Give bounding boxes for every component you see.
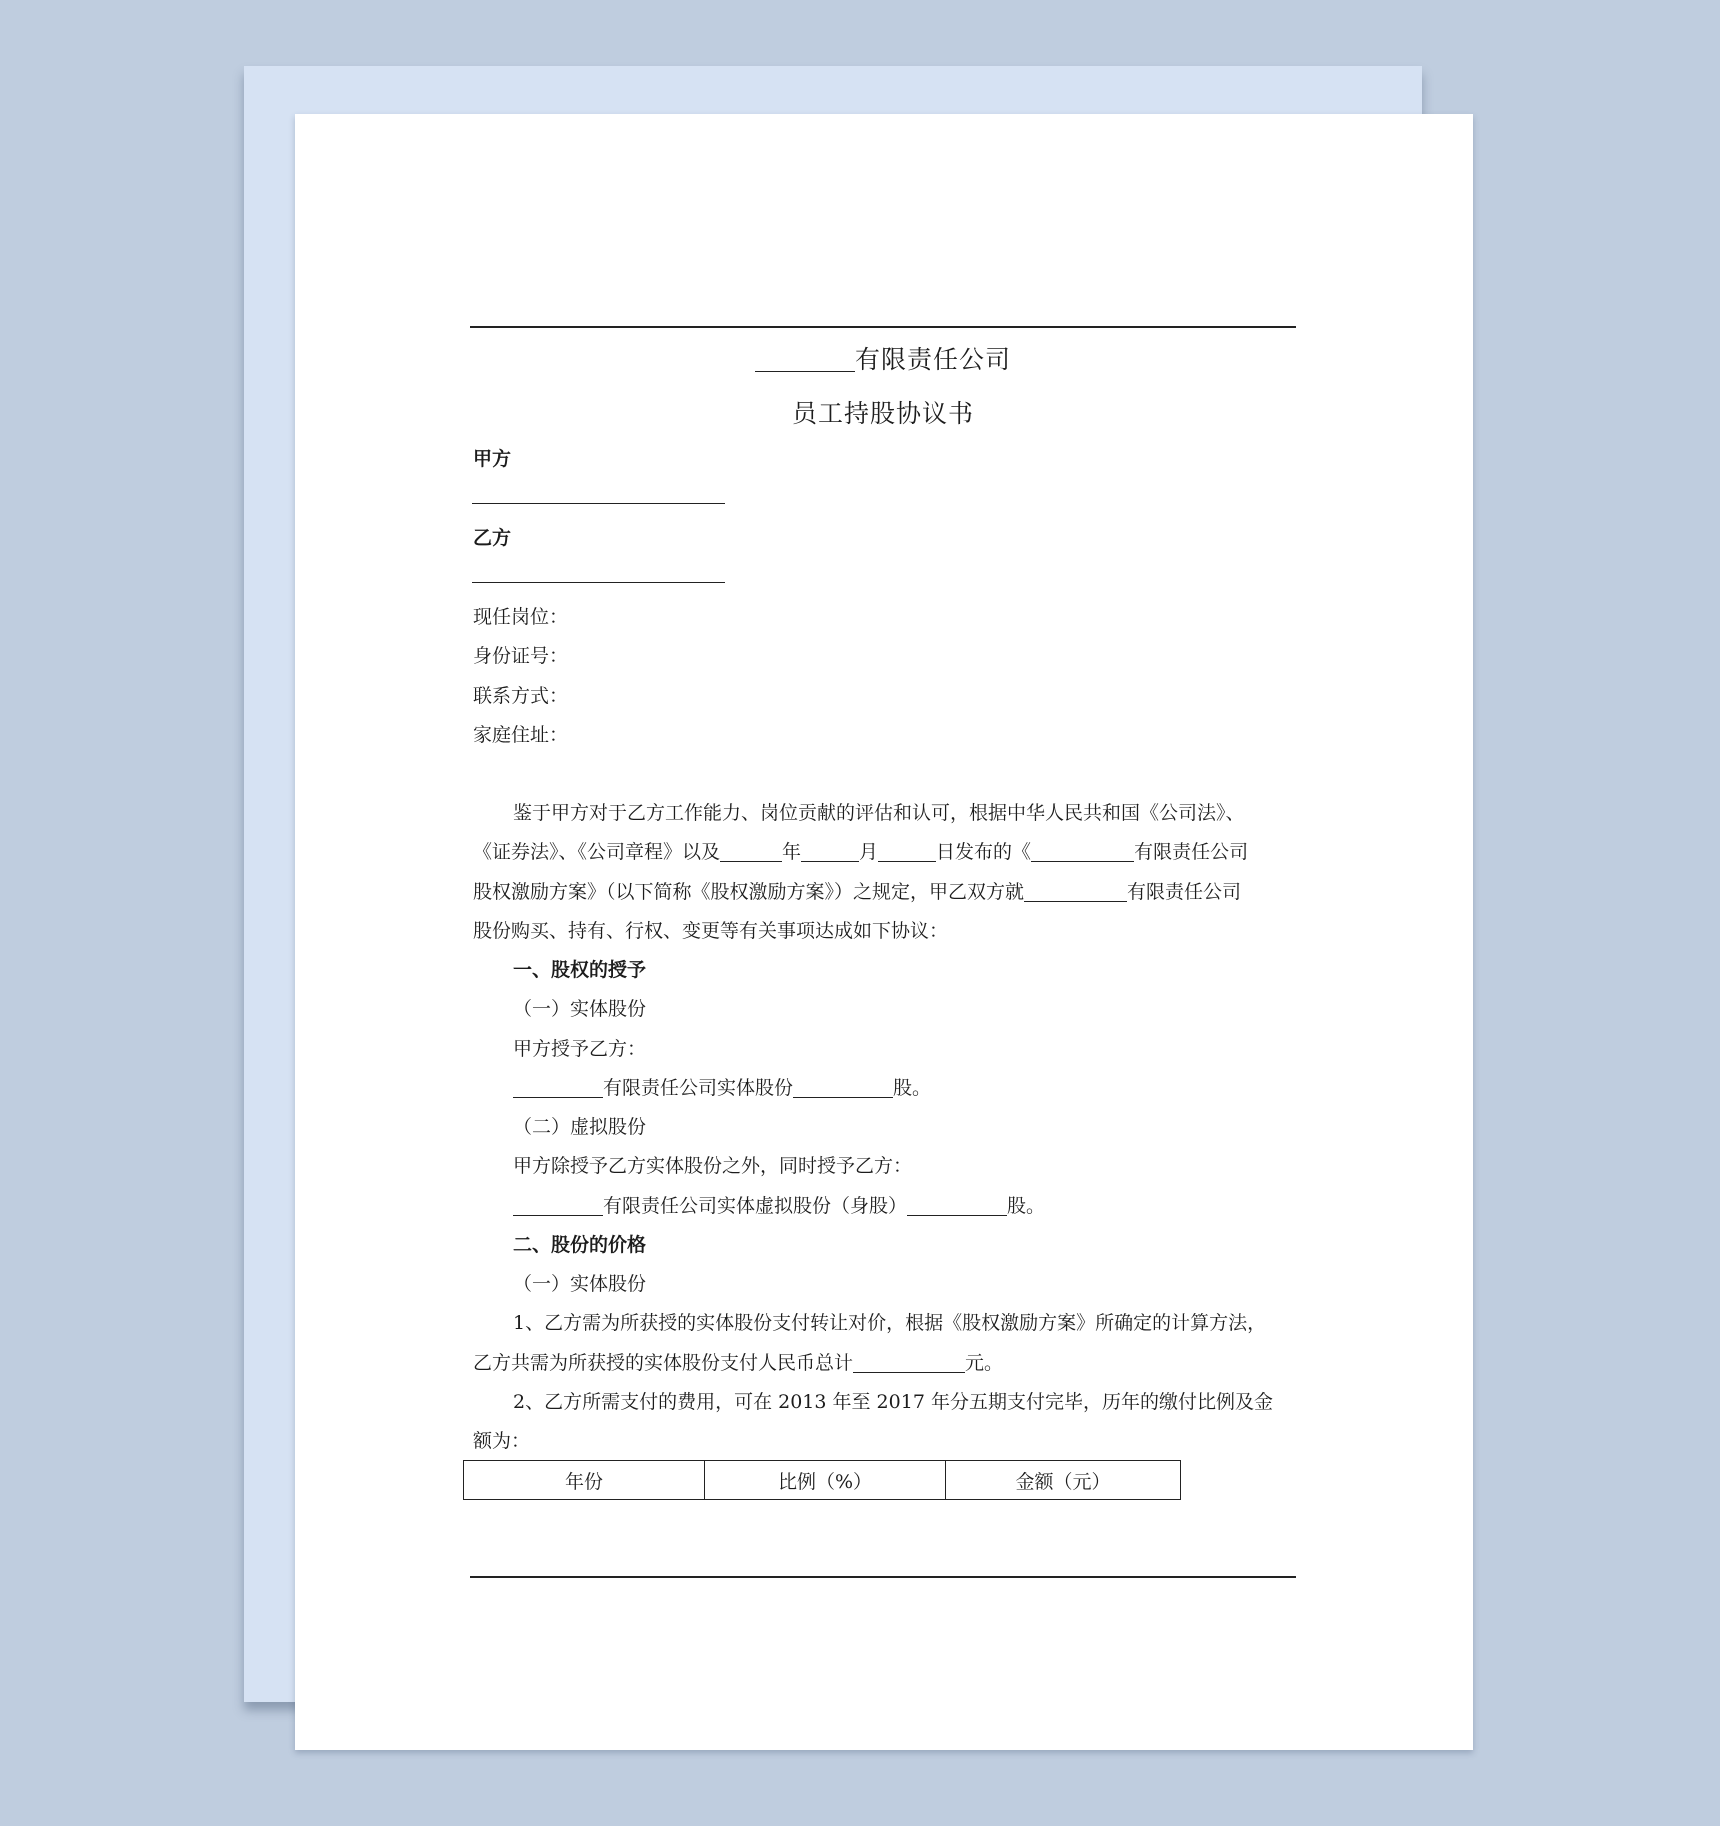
table-header-row (464, 1461, 1181, 1500)
price-para-1-line-2: 乙方共需为所获授的实体股份支付人民币总计 元。 (473, 1352, 1004, 1374)
table-header-ratio: 比例（%） (705, 1461, 946, 1500)
sub-2-heading: （二）虚拟股份 (513, 1116, 647, 1138)
company-blank-1[interactable] (1031, 841, 1134, 862)
table-header-year: 年份 (464, 1461, 705, 1500)
section-2-heading: 二、股份的价格 (513, 1234, 647, 1256)
header-rule (470, 326, 1296, 328)
field-contact: 联系方式： (473, 685, 569, 707)
field-id-number: 身份证号： (473, 645, 569, 667)
grant-shares-blank[interactable] (793, 1077, 893, 1098)
intro-line-4: 股份购买、持有、行权、变更等有关事项达成如下协议： (473, 920, 949, 942)
table-header-amount: 金额（元） (946, 1461, 1181, 1500)
company-name-blank[interactable] (755, 351, 855, 372)
footer-rule (470, 1576, 1296, 1578)
party-b-label: 乙方 (473, 527, 512, 549)
total-amount-blank[interactable] (853, 1352, 965, 1373)
virtual-line: 有限责任公司实体虚拟股份（身股） 股。 (513, 1191, 1045, 1218)
field-address: 家庭住址： (473, 724, 569, 746)
sub-3-heading: （一）实体股份 (513, 1273, 647, 1295)
party-a-label: 甲方 (473, 448, 512, 470)
price-para-2-line-1: 2、乙方所需支付的费用，可在 2013 年至 2017 年分五期支付完毕，历年的缴付比例及金 (513, 1391, 1273, 1413)
day-blank[interactable] (878, 841, 936, 862)
grant-company-blank[interactable] (513, 1077, 603, 1098)
intro-line-3: 股权激励方案》（以下简称《股权激励方案》）之规定，甲乙双方就 有限责任公司 (473, 881, 1242, 903)
payment-table (463, 1460, 1181, 1500)
company-blank-2[interactable] (1024, 881, 1127, 902)
virtual-shares-blank[interactable] (907, 1195, 1007, 1216)
grant-intro: 甲方授予乙方： (513, 1038, 647, 1060)
virtual-intro: 甲方除授予乙方实体股份之外，同时授予乙方： (513, 1155, 913, 1177)
year-blank[interactable] (720, 841, 782, 862)
section-1-heading: 一、股权的授予 (513, 959, 647, 981)
intro-line-2: 《证券法》、《公司章程》以及 年 月 日发布的《 有限责任公司 (473, 841, 1249, 863)
company-title: 有限责任公司 (470, 340, 1296, 376)
party-b-blank[interactable] (472, 582, 725, 583)
document-page (295, 114, 1473, 1750)
party-a-blank[interactable] (472, 503, 725, 504)
price-para-2-line-2: 额为： (473, 1430, 531, 1452)
month-blank[interactable] (801, 841, 859, 862)
price-para-1-line-1: 1、乙方需为所获授的实体股份支付转让对价，根据《股权激励方案》所确定的计算方法， (513, 1312, 1267, 1334)
field-position: 现任岗位： (473, 606, 569, 628)
virtual-company-blank[interactable] (513, 1195, 603, 1216)
intro-line-1: 鉴于甲方对于乙方工作能力、岗位贡献的评估和认可，根据中华人民共和国《公司法》、 (513, 802, 1245, 824)
agreement-title: 员工持股协议书 (791, 399, 974, 428)
grant-line: 有限责任公司实体股份 股。 (513, 1073, 931, 1100)
sub-1-heading: （一）实体股份 (513, 998, 647, 1020)
